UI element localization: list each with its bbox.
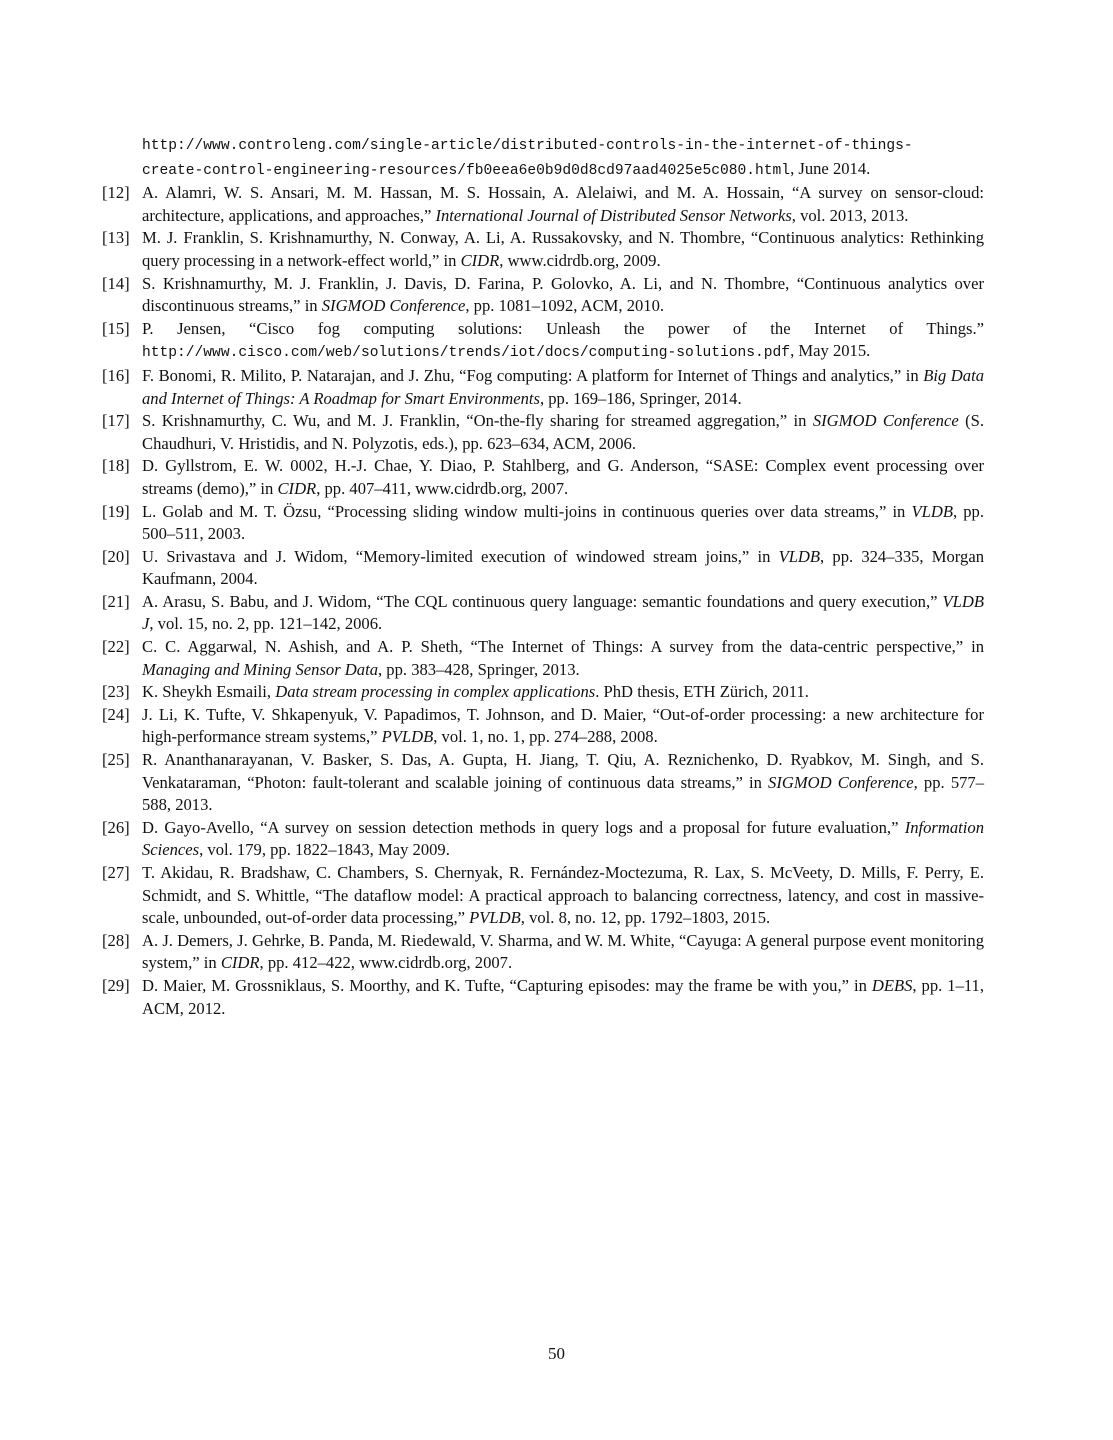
reference-number: [23] xyxy=(102,682,130,702)
reference-venue: SIGMOD Conference xyxy=(812,411,959,431)
reference-text xyxy=(142,318,984,365)
reference-venue: Big Data and Internet of Things: A Roadmap for Smart Environments xyxy=(142,365,984,408)
reference-number: [21] xyxy=(102,591,130,611)
reference-entry xyxy=(102,182,984,227)
reference-text xyxy=(142,273,984,318)
reference-venue: Managing and Mining Sensor Data xyxy=(142,659,378,679)
reference-number: [29] xyxy=(102,975,130,995)
reference-entry xyxy=(102,636,984,681)
reference-text xyxy=(142,930,984,975)
reference-number: [28] xyxy=(102,930,130,950)
reference-segment: , May 2015. xyxy=(790,341,871,361)
reference-number: [25] xyxy=(102,750,130,770)
reference-number: [13] xyxy=(102,228,130,248)
reference-segment: , vol. 8, no. 12, pp. 1792–1803, 2015. xyxy=(520,908,771,928)
reference-segment: , www.cidrdb.org, 2009. xyxy=(499,250,661,270)
reference-number: [18] xyxy=(102,456,130,476)
reference-number: [12] xyxy=(102,183,130,203)
reference-text xyxy=(142,636,984,681)
reference-entry xyxy=(102,546,984,591)
reference-text xyxy=(142,455,984,500)
reference-text xyxy=(142,591,984,636)
reference-text xyxy=(142,681,984,704)
reference-segment: S. Krishnamurthy, M. J. Franklin, J. Davis, D. Farina, P. Golovko, A. Li, and N. Thombre, “Continuous analytics over discontinuous streams,” in xyxy=(142,273,984,316)
reference-text xyxy=(142,975,984,1020)
reference-entry xyxy=(102,501,984,546)
reference-entry xyxy=(102,862,984,930)
continued-url-line-1: http://www.controleng.com/single-article/distributed-controls-in-the-internet-of-things- xyxy=(142,138,913,154)
reference-venue: CIDR xyxy=(460,250,500,270)
reference-segment: , pp. 1081–1092, ACM, 2010. xyxy=(465,296,665,316)
reference-segment: , pp. 324–335, Morgan Kaufmann, 2004. xyxy=(142,546,984,589)
reference-segment: M. J. Franklin, S. Krishnamurthy, N. Conway, A. Li, A. Russakovsky, and N. Thombre, “Continuous analytics: Rethinking query processing in a network-effect world,” in xyxy=(142,228,984,270)
reference-venue: CIDR xyxy=(220,953,260,973)
reference-segment: A. Arasu, S. Babu, and J. Widom, “The CQL continuous query language: semantic foundations and query execution,” xyxy=(142,591,943,611)
reference-segment: , vol. 179, pp. 1822–1843, May 2009. xyxy=(199,840,450,860)
reference-segment: , pp. 407–411, www.cidrdb.org, 2007. xyxy=(316,478,569,498)
reference-venue: VLDB xyxy=(778,546,821,566)
reference-venue: International Journal of Distributed Sensor Networks xyxy=(435,205,792,225)
reference-number: [27] xyxy=(102,863,130,882)
reference-segment: , pp. 577–588, 2013. xyxy=(142,772,984,815)
reference-entry xyxy=(102,455,984,500)
reference-venue: VLDB xyxy=(911,501,953,521)
reference-entry xyxy=(102,227,984,272)
reference-entry xyxy=(102,749,984,817)
reference-segment: A. J. Demers, J. Gehrke, B. Panda, M. Riedewald, V. Sharma, and W. M. White, “Cayuga: A general purpose event monitoring system,” in xyxy=(142,930,984,973)
reference-text xyxy=(142,704,984,749)
reference-number: [20] xyxy=(102,546,130,566)
reference-segment: D. Gayo-Avello, “A survey on session detection methods in query logs and a proposal for future evaluation,” xyxy=(142,817,905,837)
reference-venue: PVLDB xyxy=(469,908,521,928)
page-number: 50 xyxy=(548,1344,565,1363)
reference-entry xyxy=(102,975,984,1020)
reference-segment: , pp. 169–186, Springer, 2014. xyxy=(539,388,742,408)
reference-text xyxy=(142,862,984,930)
reference-segment: S. Krishnamurthy, C. Wu, and M. J. Franklin, “On-the-fly sharing for streamed aggregation,” in xyxy=(142,411,813,431)
reference-segment: K. Sheykh Esmaili, xyxy=(142,682,276,702)
reference-segment: D. Maier, M. Grossniklaus, S. Moorthy, and K. Tufte, “Capturing episodes: may the frame be with you,” in xyxy=(142,975,872,995)
reference-entry xyxy=(102,704,984,749)
reference-number: [17] xyxy=(102,411,130,431)
reference-number: [24] xyxy=(102,704,130,724)
reference-venue: PVLDB xyxy=(381,727,434,747)
references-page xyxy=(102,133,984,1020)
reference-entry xyxy=(102,681,984,704)
reference-number: [14] xyxy=(102,273,130,293)
continued-suffix: , June 2014. xyxy=(790,158,871,178)
reference-venue: SIGMOD Conference xyxy=(768,772,914,792)
reference-segment: L. Golab and M. T. Özsu, “Processing sliding window multi-joins in continuous queries over data streams,” in xyxy=(142,501,912,521)
reference-venue: SIGMOD Conference xyxy=(321,296,466,316)
reference-entry xyxy=(102,591,984,636)
reference-number: [26] xyxy=(102,817,130,837)
reference-text xyxy=(142,410,984,455)
reference-text xyxy=(142,546,984,591)
reference-segment: , pp. 412–422, www.cidrdb.org, 2007. xyxy=(259,953,513,973)
reference-entry xyxy=(102,817,984,862)
reference-segment: A. Alamri, W. S. Ansari, M. M. Hassan, M. S. Hossain, A. Alelaiwi, and M. A. Hossain, “A survey on sensor-cloud: architecture, applications, and approaches,” xyxy=(142,183,984,225)
reference-venue: VLDB J xyxy=(142,591,984,634)
continued-reference xyxy=(102,133,984,182)
reference-segment: T. Akidau, R. Bradshaw, C. Chambers, S. Chernyak, R. Fernández-Moctezuma, R. Lax, S. McVeety, D. Mills, F. Perry, E. Schmidt, and S. Whittle, “The dataflow model: A practical approach to balancing correctness, latency, and cost in massive-scale, unbounded, out-of-order data processing,” xyxy=(142,863,984,928)
reference-segment: U. Srivastava and J. Widom, “Memory-limited execution of windowed stream joins,” in xyxy=(142,546,779,566)
reference-number: [22] xyxy=(102,637,130,657)
reference-segment: , pp. 383–428, Springer, 2013. xyxy=(378,659,580,679)
reference-text xyxy=(142,749,984,817)
reference-text xyxy=(142,365,984,410)
reference-number: [15] xyxy=(102,318,130,338)
reference-segment: (S. Chaudhuri, V. Hristidis, and N. Polyzotis, eds.), pp. 623–634, ACM, 2006. xyxy=(142,411,984,453)
reference-list xyxy=(102,182,984,1020)
reference-segment: C. C. Aggarwal, N. Ashish, and A. P. Sheth, “The Internet of Things: A survey from the data-centric perspective,” in xyxy=(142,637,984,657)
reference-number: [19] xyxy=(102,501,130,521)
reference-segment: . PhD thesis, ETH Zürich, 2011. xyxy=(595,682,809,702)
reference-segment: J. Li, K. Tufte, V. Shkapenyuk, V. Papadimos, T. Johnson, and D. Maier, “Out-of-order processing: a new architecture for high-performance stream systems,” xyxy=(142,704,984,747)
reference-text xyxy=(142,227,984,272)
reference-segment: P. Jensen, “Cisco fog computing solutions: Unleash the power of the Internet of Things.” xyxy=(142,318,984,338)
reference-entry xyxy=(102,410,984,455)
reference-segment: , vol. 2013, 2013. xyxy=(791,205,909,225)
reference-venue: CIDR xyxy=(277,478,317,498)
reference-entry xyxy=(102,273,984,318)
reference-text xyxy=(142,501,984,546)
reference-segment: , pp. 1–11, ACM, 2012. xyxy=(142,975,984,1018)
reference-url: http://www.cisco.com/web/solutions/trends/iot/docs/computing-solutions.pdf xyxy=(142,345,791,362)
reference-entry xyxy=(102,365,984,410)
continued-url-line-2: create-control-engineering-resources/fb0eea6e0b9d0d8cd97aad4025e5c080.html xyxy=(142,162,791,179)
reference-segment: D. Gyllstrom, E. W. 0002, H.-J. Chae, Y. Diao, P. Stahlberg, and G. Anderson, “SASE: Complex event processing over streams (demo),” in xyxy=(142,456,984,498)
reference-entry xyxy=(102,318,984,365)
reference-text xyxy=(142,817,984,862)
reference-venue: DEBS xyxy=(871,975,913,995)
reference-segment: , vol. 15, no. 2, pp. 121–142, 2006. xyxy=(149,614,383,634)
reference-venue: Data stream processing in complex applications xyxy=(275,682,596,702)
reference-segment: R. Ananthanarayanan, V. Basker, S. Das, A. Gupta, H. Jiang, T. Qiu, A. Reznichenko, D. Ryabkov, M. Singh, and S. Venkataraman, “Photon: fault-tolerant and scalable joining of continuous data streams,” in xyxy=(142,750,984,792)
reference-entry xyxy=(102,930,984,975)
reference-segment: , vol. 1, no. 1, pp. 274–288, 2008. xyxy=(433,727,658,747)
reference-text xyxy=(142,182,984,227)
reference-number: [16] xyxy=(102,365,130,385)
reference-segment: , pp. 500–511, 2003. xyxy=(142,501,984,544)
reference-segment: F. Bonomi, R. Milito, P. Natarajan, and J. Zhu, “Fog computing: A platform for Internet of Things and analytics,” in xyxy=(142,365,924,385)
reference-venue: Information Sciences xyxy=(142,817,984,860)
